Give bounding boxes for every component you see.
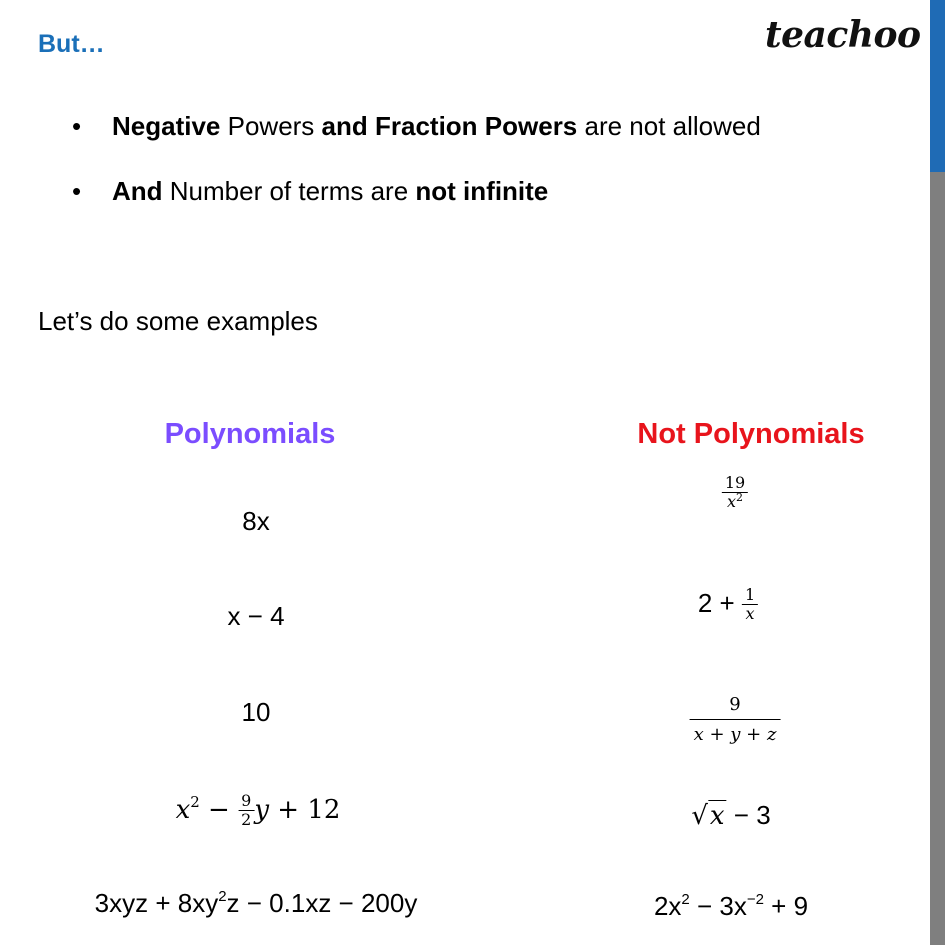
polynomials-heading: Polynomials [164, 418, 336, 450]
not-polynomial-example-3: $\frac{9}{x + y + z}$ [690, 695, 781, 745]
polynomial-example-4: $x^2$ − $\frac{9}{2}$ y + 12 [175, 791, 341, 830]
bullet-text: And Number of terms are not infinite [112, 176, 549, 206]
not-polynomial-example-5: $2x^2 - 3x^{-2} + 9$ [653, 891, 809, 921]
teachoo-logo: teachoo [765, 14, 921, 56]
not-polynomial-example-1: $\frac{19}{x^2}$ [722, 474, 748, 513]
intro-text: Let’s do some examples [38, 306, 318, 336]
square-root-icon: √ [691, 801, 708, 831]
not-polynomials-heading: Not Polynomials [637, 418, 865, 450]
bullet-text: Negative Powers and Fraction Powers are not allowed [112, 111, 761, 141]
bullet-dot-icon: • [72, 176, 82, 206]
polynomial-example-2: x − 4 [227, 601, 285, 631]
section-heading: But… [38, 30, 105, 58]
polynomial-example-5: $3xyz + 8xy^2z - 0.1xz - 200y$ [94, 888, 418, 918]
sidebar-accent [930, 0, 945, 172]
not-polynomial-example-2: 2 + $\frac{1}{x}$ [698, 586, 758, 624]
polynomial-example-1: 8x [242, 506, 270, 536]
not-polynomial-example-4: √x − 3 [691, 800, 771, 831]
polynomial-example-3: 10 [241, 697, 271, 727]
bullet-dot-icon: • [72, 111, 82, 141]
